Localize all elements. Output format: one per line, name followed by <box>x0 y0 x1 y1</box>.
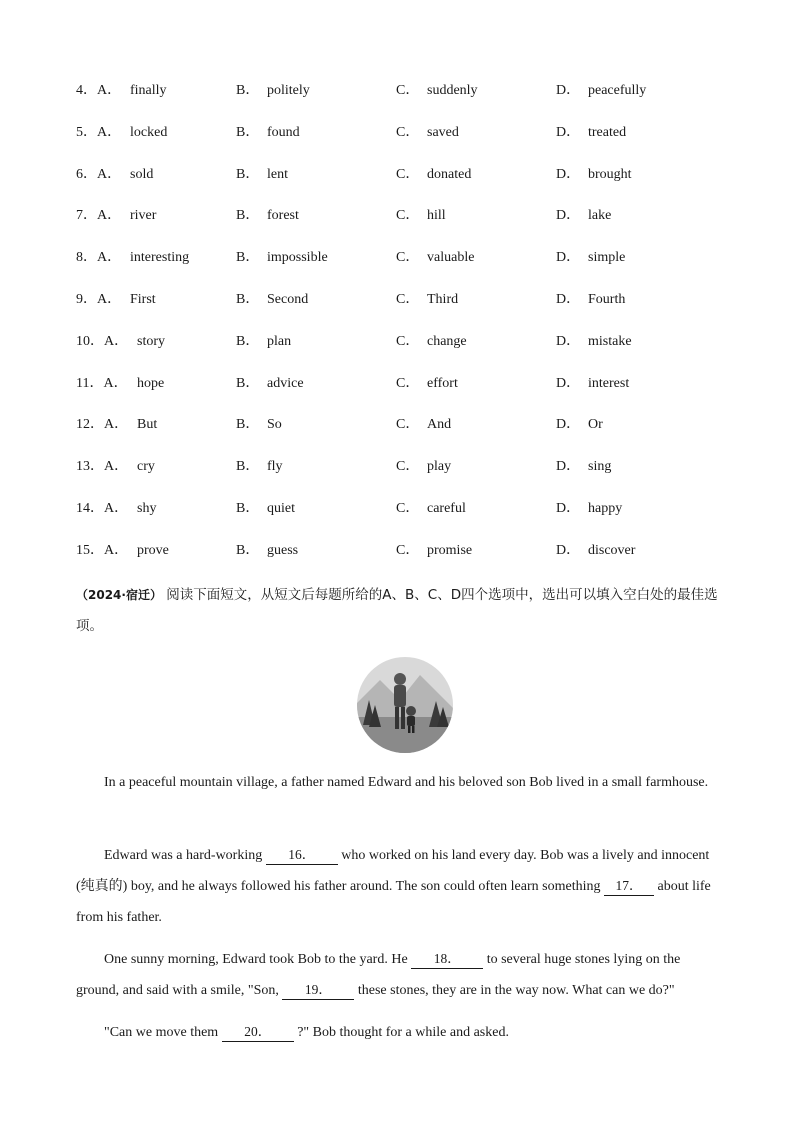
option-c-label[interactable]: C． <box>396 417 420 433</box>
question-row <box>76 332 736 352</box>
option-c-label[interactable]: C． <box>396 333 420 349</box>
option-b-label[interactable]: B． <box>236 333 260 349</box>
option-d[interactable]: happy <box>588 501 623 516</box>
option-b-label[interactable]: B． <box>236 250 260 266</box>
question-number[interactable]: 5．A． <box>76 124 122 140</box>
option-d-label[interactable]: D． <box>556 292 581 307</box>
option-c-label[interactable]: C． <box>396 166 420 182</box>
option-d[interactable]: discover <box>588 542 636 558</box>
paragraph-text: about life from his father. <box>76 879 711 925</box>
question-number[interactable]: 10．A． <box>76 333 129 349</box>
option-a[interactable]: hope <box>137 375 165 391</box>
option-d[interactable]: Fourth <box>588 292 626 307</box>
option-a[interactable]: But <box>137 417 158 433</box>
question-row <box>76 290 736 310</box>
option-d-label[interactable]: D． <box>556 83 581 98</box>
question-row <box>76 206 736 226</box>
option-b-label[interactable]: B． <box>236 501 260 516</box>
question-number[interactable]: 15．A． <box>76 542 129 558</box>
option-c[interactable]: And <box>427 417 452 433</box>
option-a[interactable]: river <box>130 208 157 224</box>
paragraph-text: One sunny morning, Edward took Bob to the yard. He <box>104 952 408 967</box>
option-c-label[interactable]: C． <box>396 542 420 558</box>
option-d-label[interactable]: D． <box>556 542 581 558</box>
passage-paragraph-1 <box>76 767 726 798</box>
option-c[interactable]: play <box>427 459 452 475</box>
blank-18: 18． <box>411 950 483 969</box>
question-row <box>76 123 736 143</box>
option-b-label[interactable]: B． <box>236 459 260 475</box>
option-b[interactable]: So <box>267 417 282 433</box>
passage-paragraph-4 <box>76 1017 726 1048</box>
option-d[interactable]: Or <box>588 417 603 433</box>
father-son-illustration-icon <box>355 655 455 755</box>
option-b[interactable]: guess <box>267 542 299 558</box>
paragraph-text: Edward was a hard-working <box>104 848 263 863</box>
option-c[interactable]: saved <box>427 124 459 140</box>
question-number[interactable]: 6．A． <box>76 166 122 182</box>
option-d[interactable]: mistake <box>588 333 632 349</box>
option-d[interactable]: peacefully <box>588 83 647 98</box>
option-d-label[interactable]: D． <box>556 250 581 266</box>
option-c[interactable]: change <box>427 333 467 349</box>
option-c-label[interactable]: C． <box>396 375 420 391</box>
question-number[interactable]: 4．A． <box>76 83 122 98</box>
option-c[interactable]: hill <box>427 208 446 224</box>
option-a[interactable]: sold <box>130 166 154 182</box>
question-number[interactable]: 12．A． <box>76 417 129 433</box>
question-number[interactable]: 9．A． <box>76 292 122 307</box>
option-c[interactable]: careful <box>427 501 466 516</box>
paragraph-text: ?" Bob thought for a while and asked. <box>297 1025 509 1040</box>
option-a[interactable]: story <box>137 333 165 349</box>
option-c[interactable]: suddenly <box>427 83 478 98</box>
option-c-label[interactable]: C． <box>396 459 420 475</box>
question-row <box>76 374 736 394</box>
option-c-label[interactable]: C． <box>396 83 420 98</box>
option-c-label[interactable]: C． <box>396 292 420 307</box>
option-b-label[interactable]: B． <box>236 375 260 391</box>
blank-16: 16． <box>266 846 338 865</box>
option-a[interactable]: First <box>130 292 156 307</box>
question-number[interactable]: 7．A． <box>76 208 122 224</box>
option-c[interactable]: Third <box>427 292 459 307</box>
option-b[interactable]: lent <box>267 166 288 182</box>
blank-17: 17． <box>604 877 654 896</box>
question-row <box>76 457 736 477</box>
option-d[interactable]: treated <box>588 124 627 140</box>
option-a[interactable]: interesting <box>130 250 190 266</box>
option-b[interactable]: politely <box>267 83 310 98</box>
question-number[interactable]: 8．A． <box>76 250 122 266</box>
paragraph-text: to several huge stones lying on the ground, and said with a smile, "Son, <box>76 952 681 998</box>
option-b-label[interactable]: B． <box>236 292 260 307</box>
option-b-label[interactable]: B． <box>236 166 260 182</box>
option-c-label[interactable]: C． <box>396 124 420 140</box>
question-row <box>76 81 736 101</box>
option-b[interactable]: forest <box>267 208 299 224</box>
option-d-label[interactable]: D． <box>556 208 581 224</box>
option-d-label[interactable]: D． <box>556 333 581 349</box>
option-d-label[interactable]: D． <box>556 124 581 140</box>
option-b[interactable]: fly <box>267 459 283 475</box>
option-c[interactable]: promise <box>427 542 473 558</box>
option-d-label[interactable]: D． <box>556 417 581 433</box>
question-number[interactable]: 11．A． <box>76 375 128 391</box>
question-row <box>76 248 736 268</box>
option-d[interactable]: lake <box>588 208 612 224</box>
question-row <box>76 415 736 435</box>
option-d-label[interactable]: D． <box>556 375 581 391</box>
option-d[interactable]: sing <box>588 459 612 475</box>
option-b[interactable]: quiet <box>267 501 295 516</box>
question-row <box>76 499 736 519</box>
passage-paragraph-3 <box>76 944 726 1006</box>
option-d-label[interactable]: D． <box>556 459 581 475</box>
option-a[interactable]: finally <box>130 83 167 98</box>
option-a[interactable]: prove <box>137 542 169 558</box>
option-d-label[interactable]: D． <box>556 501 581 516</box>
paragraph-text: "Can we move them <box>104 1025 219 1040</box>
option-c[interactable]: valuable <box>427 250 475 266</box>
option-c-label[interactable]: C． <box>396 208 420 224</box>
section-intro <box>76 580 726 642</box>
option-a[interactable]: cry <box>137 459 155 475</box>
question-row <box>76 165 736 185</box>
instruction-text: 阅读下面短文，从短文后每题所给的A、B、C、D四个选项中，选出可以填入空白处的最佳选项。 <box>76 587 718 634</box>
option-d[interactable]: simple <box>588 250 626 266</box>
blank-19: 19． <box>282 981 354 1000</box>
option-c[interactable]: effort <box>427 375 458 391</box>
option-b-label[interactable]: B． <box>236 83 260 98</box>
option-c[interactable]: donated <box>427 166 472 182</box>
option-c-label[interactable]: C． <box>396 250 420 266</box>
option-a[interactable]: locked <box>130 124 168 140</box>
option-b[interactable]: plan <box>267 333 292 349</box>
option-d[interactable]: brought <box>588 166 632 182</box>
question-number[interactable]: 13．A． <box>76 459 129 475</box>
paragraph-text: these stones, they are in the way now. What can we do?" <box>357 983 675 998</box>
option-b[interactable]: found <box>267 124 300 140</box>
option-b-label[interactable]: B． <box>236 124 260 140</box>
passage-paragraph-2 <box>76 840 726 933</box>
option-b-label[interactable]: B． <box>236 417 260 433</box>
option-b-label[interactable]: B． <box>236 542 260 558</box>
question-number[interactable]: 14．A． <box>76 501 129 516</box>
option-b[interactable]: impossible <box>267 250 328 266</box>
question-row <box>76 541 736 561</box>
option-b[interactable]: Second <box>267 292 309 307</box>
paragraph-text: who worked on his land every day. Bob was a lively and innocent (纯真的) boy, and he always followed his father around. The son could often learn something <box>76 848 710 894</box>
option-a[interactable]: shy <box>137 501 157 516</box>
blank-20: 20． <box>222 1023 294 1042</box>
paragraph-text: In a peaceful mountain village, a father named Edward and his beloved son Bob lived in a small farmhouse. <box>104 775 709 790</box>
option-d[interactable]: interest <box>588 375 630 391</box>
source-tag: （2024·宿迁） <box>76 588 162 602</box>
option-d-label[interactable]: D． <box>556 166 581 182</box>
option-b[interactable]: advice <box>267 375 304 391</box>
option-c-label[interactable]: C． <box>396 501 420 516</box>
option-b-label[interactable]: B． <box>236 208 260 224</box>
